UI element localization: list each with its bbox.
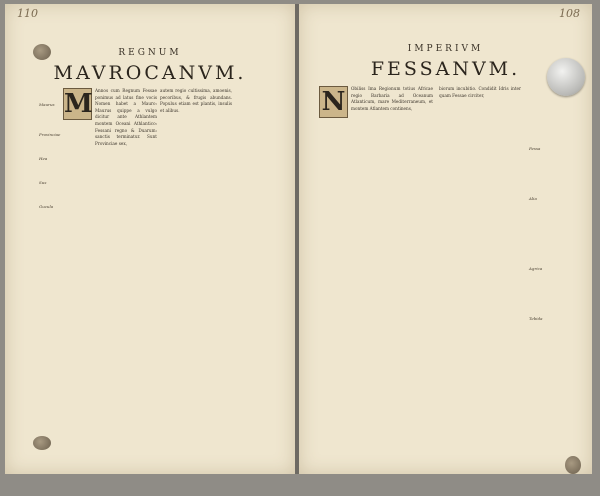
left-side-note-3: Hea [39,156,48,161]
left-side-note-4: Sus [39,180,47,185]
left-title-line1: REGNUM [118,48,182,58]
left-col1-text: Annos cum Regnum Fessae ponimus ad latus fine vocis Nomen habet a Mauro: Maurus quippe a vulgo dicitur ante Athlantem montem Oceani Athlantico: Fessani regno & Duarum: sanctis terminatur. Sunt Provinciae sex, [95,88,157,146]
right-col2-text: biorum incubitio. Condidit Idris inter quam Fessae circiter, [439,86,521,98]
right-title-line1: IMPERIVM [407,44,484,54]
left-page-number: 110 [17,7,38,20]
left-page [5,4,295,474]
left-side-note-2: Provinciae [39,132,61,137]
left-col2-text: autem regio cultissima, amoenis, pecoribus, & frugis abundans. Populus etiam est plantis, insulis et alibus. [160,88,232,113]
right-col1-text: Obiliss Ima Regionum totius Africae regio Barbaria ad Oceanum Atlanticum, mare Mediterraneum, et montem Atlantem continens, [351,86,433,111]
right-side-note-4: Tebida [529,316,543,321]
right-page-number: 108 [559,7,580,20]
left-side-note-1: Maurus [39,102,55,107]
right-page [299,4,592,474]
right-dropcap: N [319,86,348,118]
right-side-note-3: Agrica [529,266,543,271]
right-title-line2: FESSANVM. [370,58,521,80]
paper-hole-bottom-right [565,456,581,474]
left-side-note-5: Guzula [39,204,54,209]
paper-hole-bottom-left [33,436,51,450]
right-side-note-2: Alia [529,196,537,201]
left-title-line2: MAVROCANVM. [53,62,247,84]
right-side-note-1: Fessa [529,146,541,151]
left-dropcap: M [64,89,93,119]
paper-hole-top-left [33,44,51,60]
wax-seal [547,58,585,96]
